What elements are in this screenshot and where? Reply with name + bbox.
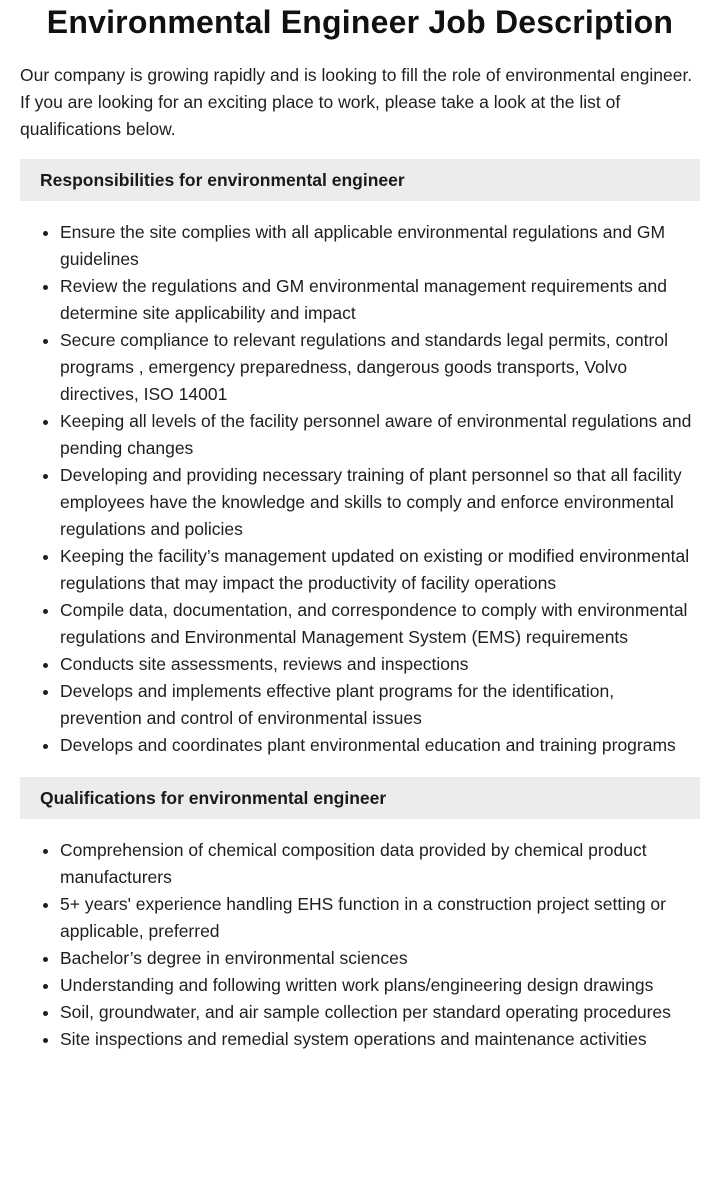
- list-item: • Soil, groundwater, and air sample collection per standard operating procedures: [60, 999, 700, 1026]
- list-item: • Keeping all levels of the facility personnel aware of environmental regulations and pending changes: [60, 408, 700, 462]
- list-item: • Develops and implements effective plant programs for the identification, prevention and control of environmental issues: [60, 678, 700, 732]
- qualifications-list: [20, 837, 700, 1053]
- list-item: • Comprehension of chemical composition data provided by chemical product manufacturers: [60, 837, 700, 891]
- intro-paragraph: Our company is growing rapidly and is looking to fill the role of environmental engineer. If you are looking for an exciting place to work, please take a look at the list of qualifications below.: [20, 65, 693, 139]
- responsibilities-list: [20, 219, 700, 759]
- qualifications-heading: Qualifications for environmental engineer: [20, 777, 700, 819]
- list-item: • Review the regulations and GM environmental management requirements and determine site applicability and impact: [60, 273, 700, 327]
- list-item: • 5+ years' experience handling EHS function in a construction project setting or applicable, preferred: [60, 891, 700, 945]
- list-item: • Bachelor’s degree in environmental sciences: [60, 945, 700, 972]
- list-item: • Site inspections and remedial system operations and maintenance activities: [60, 1026, 700, 1053]
- list-item: • Understanding and following written work plans/engineering design drawings: [60, 972, 700, 999]
- list-item: • Ensure the site complies with all applicable environmental regulations and GM guidelines: [60, 219, 700, 273]
- list-item: • Conducts site assessments, reviews and inspections: [60, 651, 700, 678]
- list-item: • Developing and providing necessary training of plant personnel so that all facility employees have the knowledge and skills to comply and enforce environmental regulations and policies: [60, 462, 700, 543]
- list-item: • Compile data, documentation, and correspondence to comply with environmental regulations and Environmental Management System (EMS) requirements: [60, 597, 700, 651]
- responsibilities-heading: Responsibilities for environmental engineer: [20, 159, 700, 201]
- list-item: • Secure compliance to relevant regulations and standards legal permits, control programs , emergency preparedness, dangerous goods transports, Volvo directives, ISO 14001: [60, 327, 700, 408]
- page-title: Environmental Engineer Job Description: [46, 4, 674, 40]
- list-item: • Keeping the facility’s management updated on existing or modified environmental regulations that may impact the productivity of facility operations: [60, 543, 700, 597]
- list-item: • Develops and coordinates plant environmental education and training programs: [60, 732, 700, 759]
